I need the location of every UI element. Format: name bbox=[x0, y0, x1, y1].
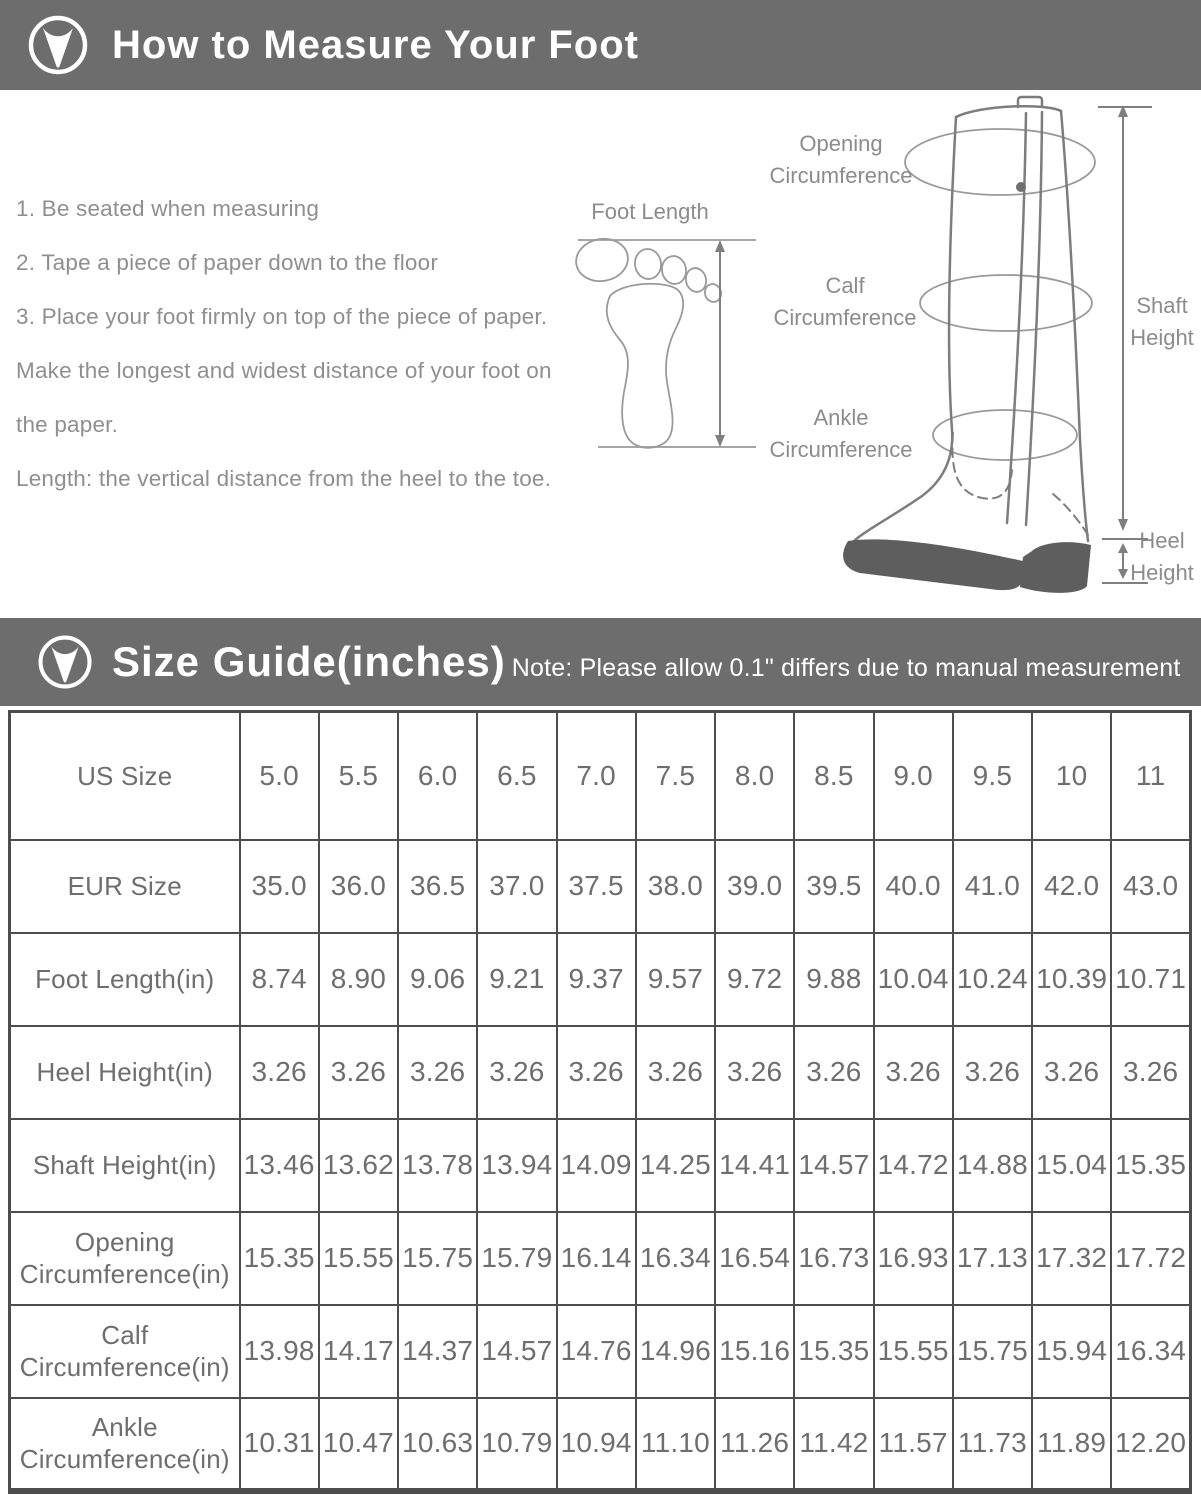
table-cell: 9.21 bbox=[477, 933, 556, 1026]
table-cell: 17.13 bbox=[953, 1212, 1032, 1305]
table-cell: 14.88 bbox=[953, 1119, 1032, 1212]
size-table-body bbox=[10, 712, 1191, 1491]
table-cell: 41.0 bbox=[953, 840, 1032, 933]
row-label: US Size bbox=[10, 712, 240, 840]
table-cell: 35.0 bbox=[240, 840, 319, 933]
table-cell: 10.94 bbox=[557, 1398, 636, 1491]
table-cell: 16.93 bbox=[874, 1212, 953, 1305]
row-label: Opening Circumference(in) bbox=[10, 1212, 240, 1305]
table-cell: 3.26 bbox=[477, 1026, 556, 1119]
table-cell: 10.31 bbox=[240, 1398, 319, 1491]
table-cell: 43.0 bbox=[1111, 840, 1190, 933]
table-cell: 9.06 bbox=[398, 933, 477, 1026]
brand-v-arrow-logo bbox=[36, 633, 94, 691]
table-cell: 3.26 bbox=[240, 1026, 319, 1119]
table-row bbox=[10, 933, 1191, 1026]
table-cell: 13.94 bbox=[477, 1119, 556, 1212]
table-cell: 7.0 bbox=[557, 712, 636, 840]
table-cell: 14.72 bbox=[874, 1119, 953, 1212]
table-cell: 13.98 bbox=[240, 1305, 319, 1398]
ankle-circumference-label: Ankle Circumference bbox=[769, 405, 913, 462]
table-cell: 11.10 bbox=[636, 1398, 715, 1491]
table-cell: 10.24 bbox=[953, 933, 1032, 1026]
table-cell: 8.5 bbox=[794, 712, 873, 840]
table-cell: 8.90 bbox=[319, 933, 398, 1026]
size-guide-header-bar bbox=[0, 618, 1201, 706]
table-cell: 16.14 bbox=[557, 1212, 636, 1305]
table-cell: 36.5 bbox=[398, 840, 477, 933]
table-cell: 3.26 bbox=[636, 1026, 715, 1119]
table-cell: 39.5 bbox=[794, 840, 873, 933]
boot-diagram bbox=[840, 95, 1200, 605]
table-cell: 8.0 bbox=[715, 712, 794, 840]
foot-diagram bbox=[570, 226, 770, 461]
size-table bbox=[8, 710, 1192, 1494]
table-cell: 5.5 bbox=[319, 712, 398, 840]
table-cell: 13.62 bbox=[319, 1119, 398, 1212]
table-cell: 3.26 bbox=[715, 1026, 794, 1119]
table-cell: 9.5 bbox=[953, 712, 1032, 840]
table-cell: 15.94 bbox=[1032, 1305, 1111, 1398]
instruction-line: 1. Be seated when measuring bbox=[16, 196, 320, 221]
table-cell: 10.04 bbox=[874, 933, 953, 1026]
table-cell: 10 bbox=[1032, 712, 1111, 840]
instruction-line: Make the longest and widest distance of your foot on bbox=[16, 358, 552, 383]
instruction-list bbox=[16, 182, 591, 506]
table-cell: 15.35 bbox=[794, 1305, 873, 1398]
table-row bbox=[10, 1305, 1191, 1398]
instruction-line: 2. Tape a piece of paper down to the floor bbox=[16, 250, 439, 275]
table-cell: 12.20 bbox=[1111, 1398, 1190, 1491]
table-cell: 15.35 bbox=[1111, 1119, 1190, 1212]
row-label: Calf Circumference(in) bbox=[10, 1305, 240, 1398]
table-row bbox=[10, 840, 1191, 933]
instruction-line: 3. Place your foot firmly on top of the piece of paper. bbox=[16, 304, 548, 329]
table-cell: 15.04 bbox=[1032, 1119, 1111, 1212]
table-cell: 15.55 bbox=[874, 1305, 953, 1398]
table-cell: 13.78 bbox=[398, 1119, 477, 1212]
row-label: EUR Size bbox=[10, 840, 240, 933]
table-cell: 14.17 bbox=[319, 1305, 398, 1398]
row-label: Foot Length(in) bbox=[10, 933, 240, 1026]
table-cell: 15.16 bbox=[715, 1305, 794, 1398]
table-cell: 15.75 bbox=[953, 1305, 1032, 1398]
table-row bbox=[10, 1398, 1191, 1491]
size-guide-titles bbox=[112, 638, 1181, 686]
table-cell: 14.96 bbox=[636, 1305, 715, 1398]
table-cell: 14.57 bbox=[477, 1305, 556, 1398]
table-cell: 9.37 bbox=[557, 933, 636, 1026]
table-cell: 11.26 bbox=[715, 1398, 794, 1491]
table-cell: 17.32 bbox=[1032, 1212, 1111, 1305]
table-cell: 16.34 bbox=[1111, 1305, 1190, 1398]
table-cell: 3.26 bbox=[319, 1026, 398, 1119]
table-cell: 6.5 bbox=[477, 712, 556, 840]
instruction-line: Length: the vertical distance from the heel to the toe. bbox=[16, 466, 552, 491]
table-cell: 3.26 bbox=[398, 1026, 477, 1119]
table-cell: 10.79 bbox=[477, 1398, 556, 1491]
table-cell: 40.0 bbox=[874, 840, 953, 933]
table-cell: 5.0 bbox=[240, 712, 319, 840]
foot-length-label: Foot Length bbox=[591, 199, 709, 224]
boot-sole bbox=[843, 539, 1091, 592]
table-cell: 36.0 bbox=[319, 840, 398, 933]
row-label: Heel Height(in) bbox=[10, 1026, 240, 1119]
table-cell: 3.26 bbox=[953, 1026, 1032, 1119]
table-cell: 16.34 bbox=[636, 1212, 715, 1305]
table-cell: 11.73 bbox=[953, 1398, 1032, 1491]
table-cell: 3.26 bbox=[557, 1026, 636, 1119]
table-cell: 9.0 bbox=[874, 712, 953, 840]
table-cell: 15.79 bbox=[477, 1212, 556, 1305]
table-cell: 10.63 bbox=[398, 1398, 477, 1491]
table-cell: 13.46 bbox=[240, 1119, 319, 1212]
table-cell: 8.74 bbox=[240, 933, 319, 1026]
size-guide-title: Size Guide(inches) bbox=[112, 638, 506, 685]
table-row bbox=[10, 1212, 1191, 1305]
measure-header-bar bbox=[0, 0, 1201, 90]
table-cell: 10.47 bbox=[319, 1398, 398, 1491]
row-label: Shaft Height(in) bbox=[10, 1119, 240, 1212]
shaft-height-label: Shaft Height bbox=[1130, 293, 1194, 350]
table-cell: 37.5 bbox=[557, 840, 636, 933]
table-cell: 16.73 bbox=[794, 1212, 873, 1305]
table-cell: 3.26 bbox=[1032, 1026, 1111, 1119]
table-cell: 38.0 bbox=[636, 840, 715, 933]
table-cell: 6.0 bbox=[398, 712, 477, 840]
table-cell: 14.25 bbox=[636, 1119, 715, 1212]
table-row bbox=[10, 712, 1191, 840]
heel-height-arrow bbox=[1102, 539, 1148, 583]
table-cell: 16.54 bbox=[715, 1212, 794, 1305]
table-cell: 14.37 bbox=[398, 1305, 477, 1398]
table-cell: 3.26 bbox=[1111, 1026, 1190, 1119]
table-cell: 14.09 bbox=[557, 1119, 636, 1212]
table-cell: 11.57 bbox=[874, 1398, 953, 1491]
table-cell: 14.76 bbox=[557, 1305, 636, 1398]
table-cell: 14.41 bbox=[715, 1119, 794, 1212]
table-cell: 3.26 bbox=[874, 1026, 953, 1119]
table-cell: 9.57 bbox=[636, 933, 715, 1026]
table-cell: 9.88 bbox=[794, 933, 873, 1026]
row-label: Ankle Circumference(in) bbox=[10, 1398, 240, 1491]
table-cell: 15.55 bbox=[319, 1212, 398, 1305]
brand-v-arrow-logo bbox=[26, 13, 90, 77]
table-row bbox=[10, 1026, 1191, 1119]
foot-length-arrow bbox=[715, 240, 725, 447]
table-cell: 11 bbox=[1111, 712, 1190, 840]
heel-height-label: Heel Height bbox=[1130, 528, 1194, 585]
table-cell: 10.71 bbox=[1111, 933, 1190, 1026]
table-cell: 37.0 bbox=[477, 840, 556, 933]
table-cell: 17.72 bbox=[1111, 1212, 1190, 1305]
instruction-line: the paper. bbox=[16, 412, 119, 437]
table-cell: 3.26 bbox=[794, 1026, 873, 1119]
opening-circumference-label: Opening Circumference bbox=[769, 131, 913, 188]
table-cell: 9.72 bbox=[715, 933, 794, 1026]
table-row bbox=[10, 1119, 1191, 1212]
table-cell: 15.75 bbox=[398, 1212, 477, 1305]
table-cell: 11.42 bbox=[794, 1398, 873, 1491]
shaft-height-arrow bbox=[1098, 105, 1152, 531]
table-cell: 11.89 bbox=[1032, 1398, 1111, 1491]
calf-circumference-label: Calf Circumference bbox=[773, 273, 917, 330]
table-cell: 14.57 bbox=[794, 1119, 873, 1212]
table-cell: 42.0 bbox=[1032, 840, 1111, 933]
table-cell: 39.0 bbox=[715, 840, 794, 933]
table-cell: 7.5 bbox=[636, 712, 715, 840]
table-cell: 10.39 bbox=[1032, 933, 1111, 1026]
measure-title: How to Measure Your Foot bbox=[112, 22, 639, 67]
size-guide-note: Note: Please allow 0.1" differs due to manual measurement bbox=[511, 654, 1181, 682]
table-cell: 15.35 bbox=[240, 1212, 319, 1305]
